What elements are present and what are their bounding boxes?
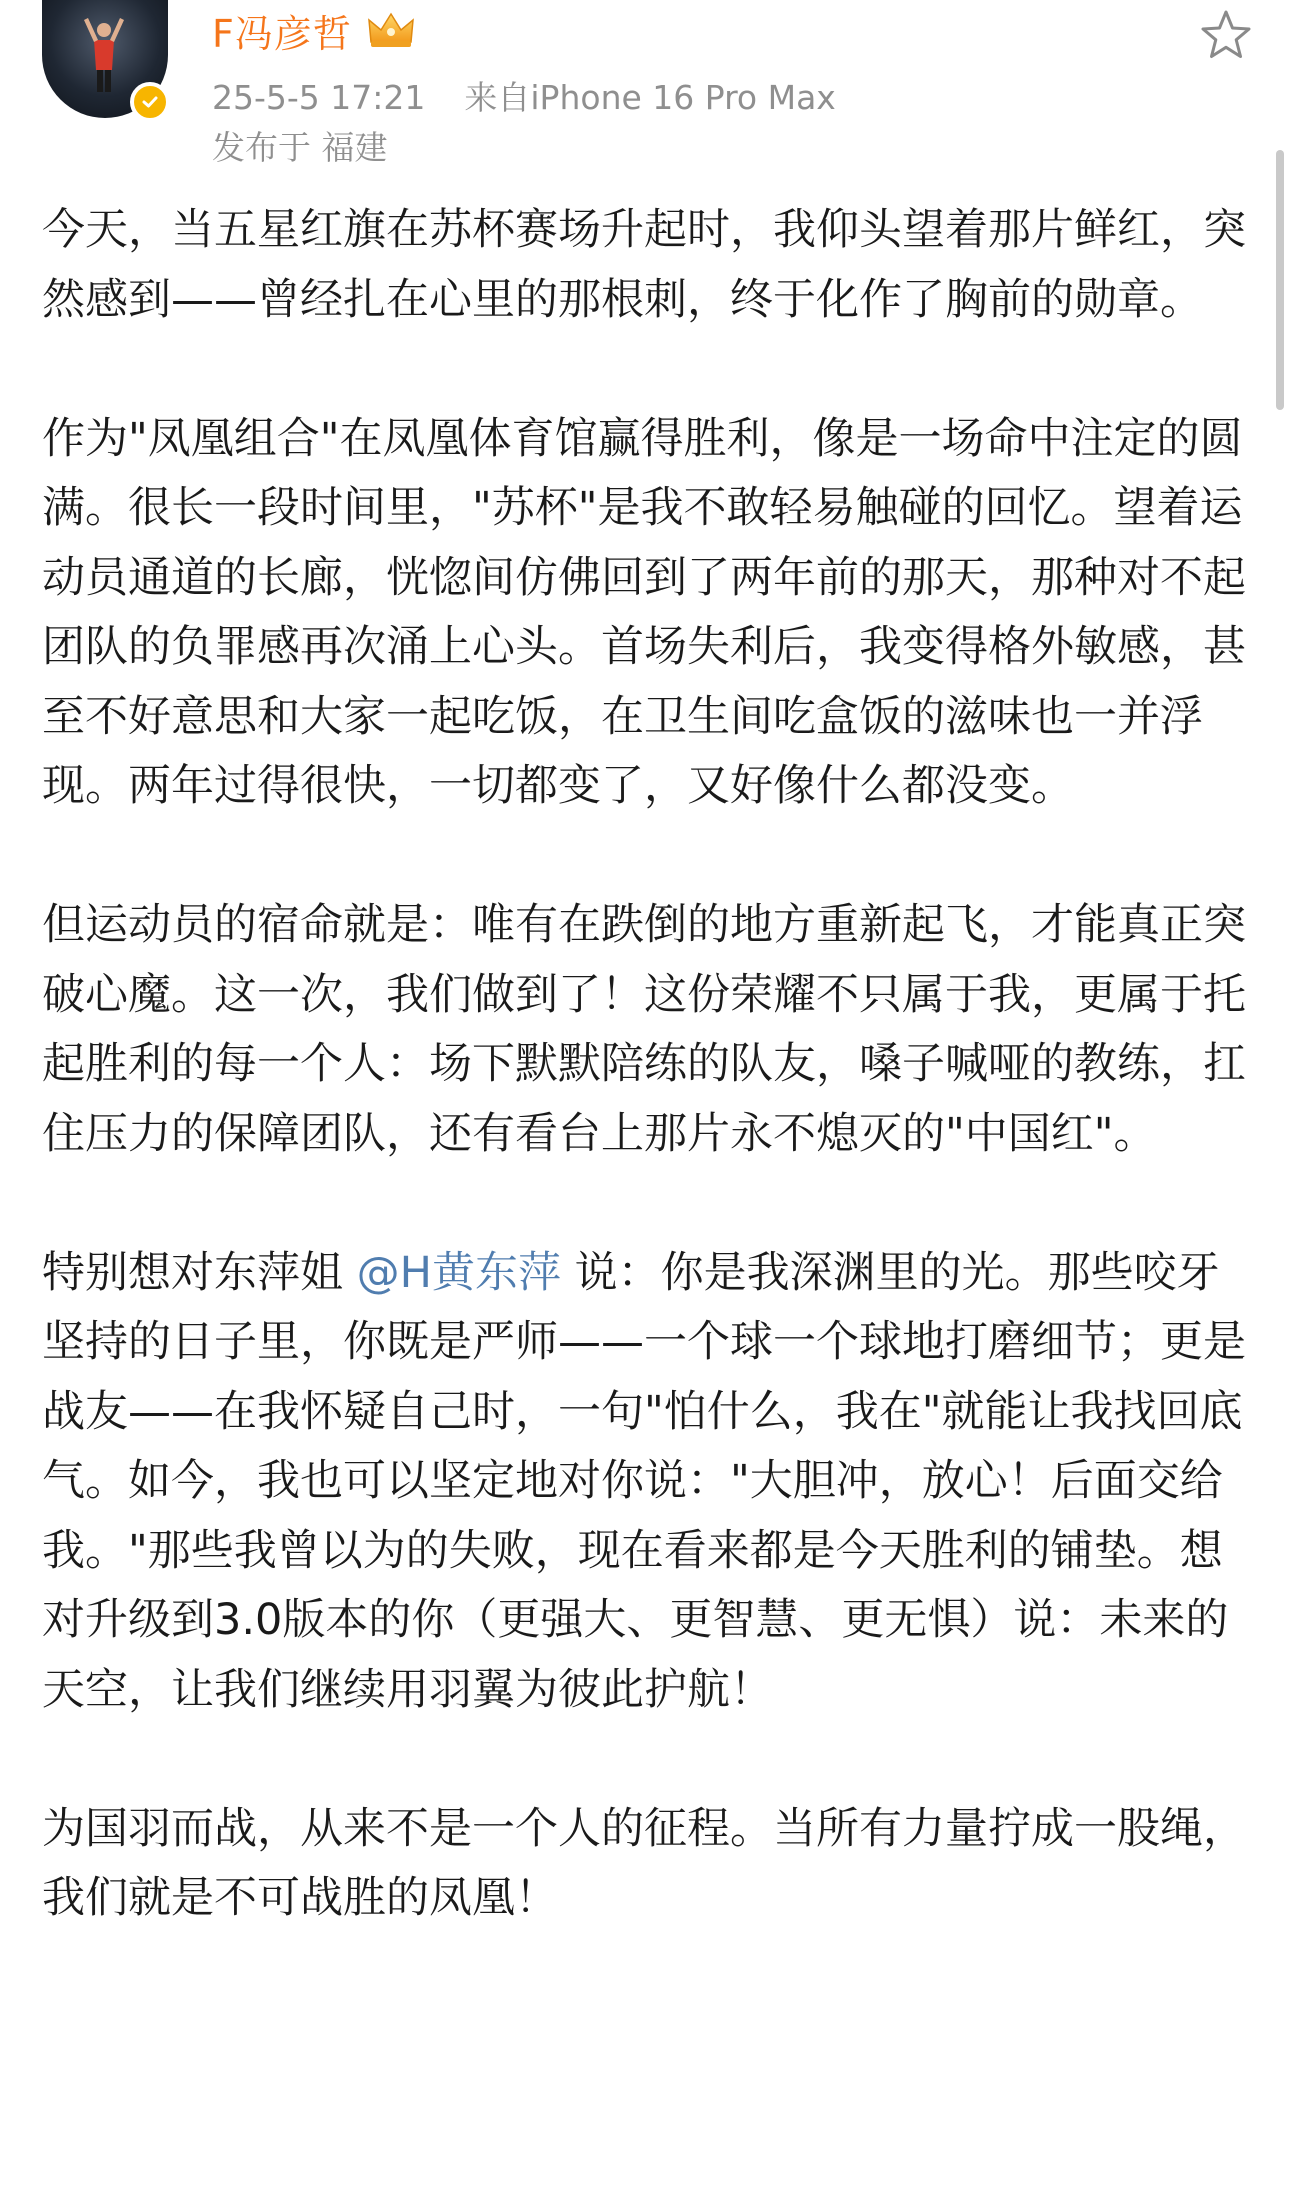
post-body <box>42 196 1248 1934</box>
post-header <box>0 0 1290 175</box>
user-mention-link[interactable]: @H黄东萍 <box>356 1247 562 1298</box>
crown-icon <box>366 10 416 50</box>
post-source: 来自iPhone 16 Pro Max <box>464 78 836 117</box>
avatar-athlete-figure <box>82 14 126 94</box>
paragraph-text-after-mention: 说：你是我深渊里的光。那些咬牙坚持的日子里，你既是严师——一个球一个球地打磨细节；更是战友——在我怀疑自己时，一句"怕什么，我在"就能让我找回底气。如今，我也可以坚定地对你说："大胆冲，放心！后面交给我。"那些我曾以为的失败，现在看来都是今天胜利的铺垫。想对升级到3.0版本的你（更强大、更智慧、更无惧）说：未来的天空，让我们继续用羽翼为彼此护航！ <box>42 1247 1246 1715</box>
favorite-button[interactable] <box>1196 6 1256 66</box>
paragraph-text-before-mention: 特别想对东萍姐 <box>42 1247 357 1298</box>
verified-check-icon <box>130 82 170 122</box>
post-location: 发布于 福建 <box>212 128 388 167</box>
star-icon <box>1196 6 1256 66</box>
post-meta <box>212 72 836 119</box>
post-paragraph: 为国羽而战，从来不是一个人的征程。当所有力量拧成一股绳，我们就是不可战胜的凤凰！ <box>42 1803 1246 1923</box>
post-paragraph: 但运动员的宿命就是：唯有在跌倒的地方重新起飞，才能真正突破心魔。这一次，我们做到了！这份荣耀不只属于我，更属于托起胜利的每一个人：场下默默陪练的队友，嗓子喊哑的教练，扛住压力的保障团队，还有看台上那片永不熄灭的"中国红"。 <box>42 900 1246 1159</box>
post-timestamp: 25-5-5 17:21 <box>212 78 426 117</box>
post-paragraph: 今天，当五星红旗在苏杯赛场升起时，我仰头望着那片鲜红，突然感到——曾经扎在心里的那根刺，终于化作了胸前的勋章。 <box>42 205 1246 325</box>
username-row <box>212 2 416 58</box>
scrollbar[interactable] <box>1276 150 1284 410</box>
post-paragraph-with-mention <box>42 1239 1248 1726</box>
post-paragraph: 作为"凤凰组合"在凤凰体育馆赢得胜利，像是一场命中注定的圆满。很长一段时间里，"苏杯"是我不敢轻易触碰的回忆。望着运动员通道的长廊，恍惚间仿佛回到了两年前的那天，那种对不起团队的负罪感再次涌上心头。首场失利后，我变得格外敏感，甚至不好意思和大家一起吃饭，在卫生间吃盒饭的滋味也一并浮现。两年过得很快，一切都变了，又好像什么都没变。 <box>42 413 1246 811</box>
author-name[interactable]: F冯彦哲 <box>212 11 352 56</box>
